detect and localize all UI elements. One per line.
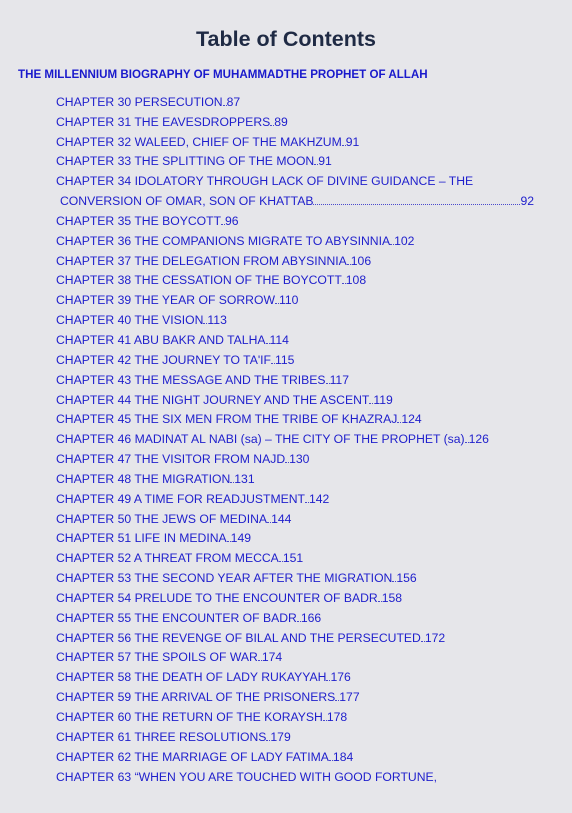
toc-list <box>56 89 534 784</box>
toc-entry-title: CHAPTER 60 THE RETURN OF THE KORAYSH <box>56 710 323 724</box>
toc-entry-title: CHAPTER 32 WALEED, CHIEF OF THE MAKHZUM <box>56 134 342 149</box>
toc-entry[interactable] <box>56 287 534 307</box>
toc-entry-page: 126 <box>468 432 489 447</box>
toc-entry[interactable] <box>56 764 534 784</box>
toc-entry-page: 156 <box>396 571 417 586</box>
toc-entry-page: 114 <box>269 332 289 347</box>
toc-entry-page: 113 <box>207 313 227 328</box>
toc-entry[interactable] <box>56 347 534 367</box>
toc-entry[interactable] <box>56 407 534 427</box>
toc-entry-page: 151 <box>282 551 304 566</box>
book-title-link[interactable]: THE MILLENNIUM BIOGRAPHY OF MUHAMMADTHE PROPHET OF ALLAH <box>18 68 428 81</box>
toc-entry-title: CHAPTER 48 THE MIGRATION <box>56 471 231 486</box>
toc-entry-title: CHAPTER 58 THE DEATH OF LADY RUKAYYAH <box>56 670 327 685</box>
toc-entry-page: 110 <box>278 293 299 308</box>
toc-entry-page: 108 <box>345 273 367 288</box>
toc-entry-title: CHAPTER 50 THE JEWS OF MEDINA <box>56 511 268 526</box>
toc-entry-title: CHAPTER 31 THE EAVESDROPPERS <box>56 114 271 129</box>
toc-entry-title: CHAPTER 34 IDOLATORY THROUGH LACK OF DIVINE GUIDANCE – THE <box>56 174 474 189</box>
toc-entry[interactable] <box>56 486 534 506</box>
toc-entry[interactable] <box>56 605 534 625</box>
toc-entry-title: CHAPTER 40 THE VISION <box>56 313 204 328</box>
toc-entry[interactable] <box>56 327 534 347</box>
toc-entry-title: CHAPTER 30 PERSECUTION <box>56 94 223 109</box>
toc-entry[interactable] <box>56 565 534 585</box>
toc-entry-title: CHAPTER 35 THE BOYCOTT <box>56 213 222 228</box>
toc-entry-title: CHAPTER 57 THE SPOILS OF WAR <box>56 650 258 665</box>
toc-entry[interactable] <box>56 149 534 169</box>
toc-entry-title: CHAPTER 47 THE VISITOR FROM NAJD <box>56 452 286 467</box>
toc-entry-title: CHAPTER 39 THE YEAR OF SORROW <box>56 293 275 308</box>
toc-entry-page: 178 <box>326 710 348 724</box>
toc-entry[interactable] <box>56 228 534 248</box>
toc-entry-title: CHAPTER 52 A THREAT FROM MECCA <box>56 551 279 566</box>
toc-entry-title: CHAPTER 44 THE NIGHT JOURNEY AND THE ASCENT <box>56 392 370 407</box>
toc-entry[interactable] <box>56 704 534 724</box>
toc-entry[interactable] <box>56 129 534 149</box>
toc-entry-title: CHAPTER 61 THREE RESOLUTIONS <box>56 729 267 744</box>
toc-entry-page: 172 <box>424 630 446 645</box>
page-title: Table of Contents <box>196 27 376 51</box>
toc-entry[interactable] <box>56 109 534 129</box>
toc-entry-title: CHAPTER 38 THE CESSATION OF THE BOYCOTT <box>56 273 342 288</box>
toc-entry-page: 89 <box>274 114 288 129</box>
toc-entry[interactable] <box>56 724 534 744</box>
toc-entry-page: 158 <box>381 590 403 605</box>
toc-entry-title: CHAPTER 55 THE ENCOUNTER OF BADR <box>56 610 297 625</box>
toc-entry-title: CHAPTER 49 A TIME FOR READJUSTMENT <box>56 491 305 506</box>
toc-entry-page: 184 <box>332 749 354 764</box>
toc-entry[interactable] <box>56 426 534 446</box>
toc-entry[interactable] <box>56 208 534 228</box>
toc-entry[interactable] <box>56 506 534 526</box>
toc-entry-page: 144 <box>271 511 292 526</box>
toc-entry-page: 102 <box>394 233 415 248</box>
toc-entry-page: 176 <box>330 670 351 685</box>
toc-entry-title: CHAPTER 53 THE SECOND YEAR AFTER THE MIGRATION <box>56 571 393 586</box>
toc-entry-title: CHAPTER 62 THE MARRIAGE OF LADY FATIMA <box>56 749 329 764</box>
toc-entry[interactable] <box>56 387 534 407</box>
toc-entry-title: CHAPTER 46 MADINAT AL NABI (sa) – THE CITY OF THE PROPHET (sa) <box>56 432 465 447</box>
toc-entry-page: 131 <box>234 471 255 486</box>
toc-entry-title: CHAPTER 56 THE REVENGE OF BILAL AND THE PERSECUTED <box>56 630 421 645</box>
toc-entry[interactable] <box>56 684 534 704</box>
toc-entry-page: 115 <box>274 352 295 367</box>
toc-entry-page: 142 <box>308 491 330 506</box>
toc-entry[interactable] <box>56 625 534 645</box>
toc-entry-title: CHAPTER 36 THE COMPANIONS MIGRATE TO ABYSINNIA <box>56 233 391 248</box>
toc-entry-page: 124 <box>401 412 422 427</box>
toc-entry-page: 130 <box>289 452 310 467</box>
toc-entry-page: 177 <box>339 690 360 705</box>
toc-entry[interactable] <box>56 307 534 327</box>
toc-entry-title: CHAPTER 37 THE DELEGATION FROM ABYSINNIA <box>56 253 347 268</box>
toc-entry[interactable] <box>56 664 534 684</box>
toc-entry-title: CHAPTER 63 “WHEN YOU ARE TOUCHED WITH GOOD FORTUNE, <box>56 769 438 784</box>
toc-entry-page: 174 <box>261 650 283 665</box>
toc-entry-title: CHAPTER 42 THE JOURNEY TO TA'IF <box>56 352 271 367</box>
toc-entry-page: 91 <box>345 134 360 149</box>
toc-entry-title: CHAPTER 51 LIFE IN MEDINA <box>56 531 227 546</box>
toc-entry-title: CHAPTER 59 THE ARRIVAL OF THE PRISONERS <box>56 690 336 705</box>
toc-entry[interactable] <box>56 89 534 109</box>
toc-entry[interactable] <box>56 446 534 466</box>
toc-entry-title: CONVERSION OF OMAR, SON OF KHATTAB <box>60 194 314 209</box>
toc-entry-page: 106 <box>350 253 372 268</box>
toc-entry-page: 91 <box>318 154 332 169</box>
toc-entry[interactable] <box>56 645 534 665</box>
toc-entry-title: CHAPTER 43 THE MESSAGE AND THE TRIBES <box>56 372 326 387</box>
toc-entry-page: 179 <box>270 729 291 744</box>
toc-entry[interactable] <box>56 367 534 387</box>
toc-entry-page: 166 <box>300 610 322 625</box>
toc-entry-title: CHAPTER 54 PRELUDE TO THE ENCOUNTER OF BADR <box>56 590 378 605</box>
toc-entry-page: 119 <box>373 392 393 407</box>
toc-entry[interactable] <box>56 545 534 565</box>
toc-entry-title: CHAPTER 45 THE SIX MEN FROM THE TRIBE OF KHAZRAJ <box>56 412 398 427</box>
toc-entry-page: 96 <box>225 213 239 228</box>
toc-entry[interactable] <box>56 466 534 486</box>
toc-entry-page: 149 <box>230 531 252 546</box>
toc-entry-page: 117 <box>329 372 349 387</box>
toc-entry[interactable] <box>56 268 534 288</box>
toc-entry-title: CHAPTER 33 THE SPLITTING OF THE MOON <box>56 154 315 169</box>
toc-entry[interactable] <box>56 248 534 268</box>
toc-entry-title: CHAPTER 41 ABU BAKR AND TALHA <box>56 332 266 347</box>
toc-entry-page: 92 <box>520 194 534 209</box>
toc-entry[interactable] <box>56 526 534 546</box>
toc-entry[interactable] <box>56 168 534 208</box>
toc-entry[interactable] <box>56 744 534 764</box>
dot-leader <box>313 204 520 205</box>
toc-entry-page: 87 <box>226 94 241 109</box>
toc-entry[interactable] <box>56 585 534 605</box>
